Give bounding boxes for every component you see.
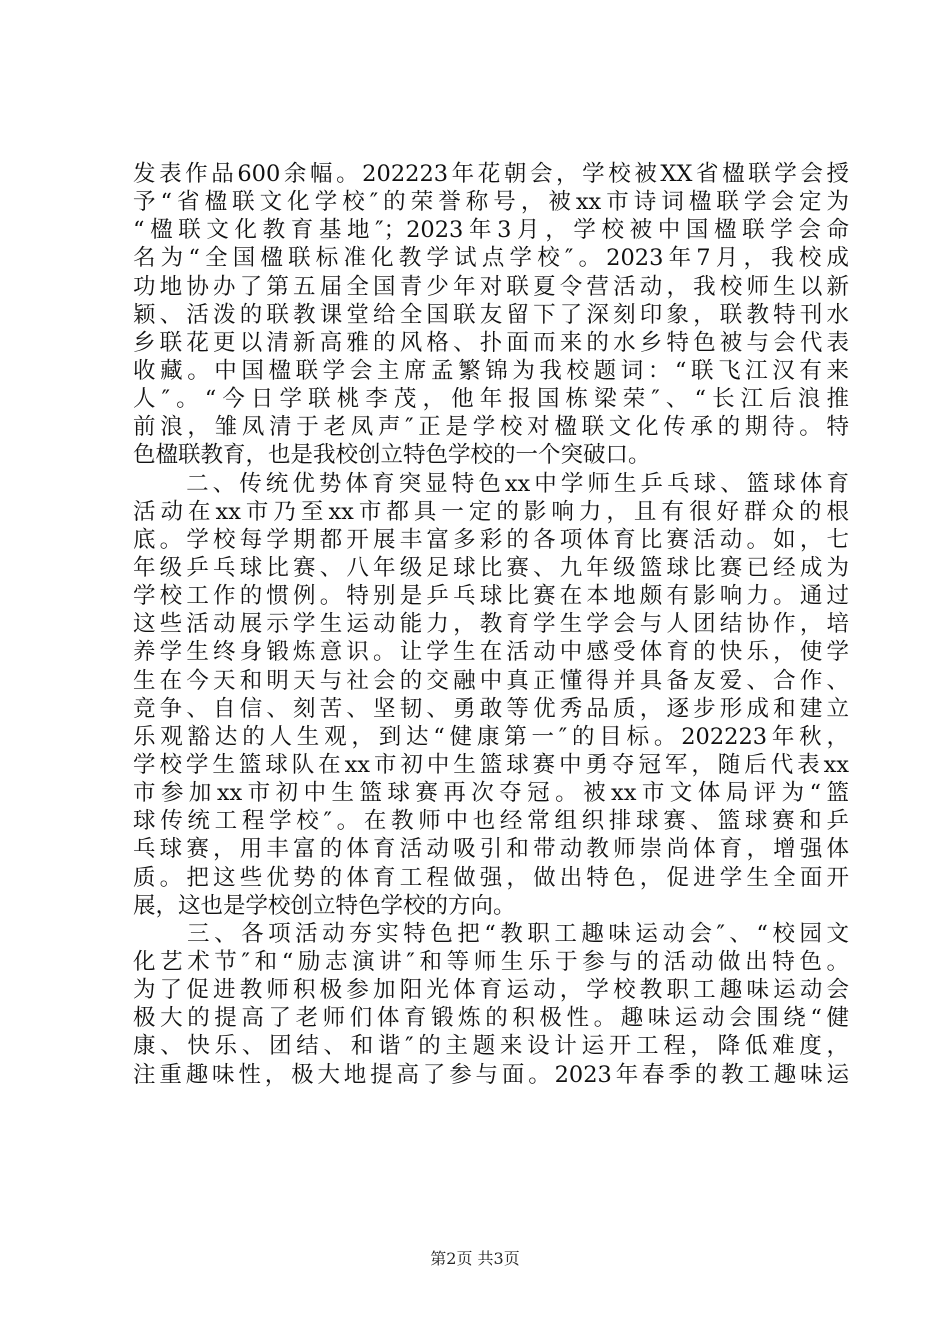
text-line: 颖、活泼的联教课堂给全国联友留下了深刻印象，联教特刊水 xyxy=(133,301,849,328)
text-line: 功地协办了第五届全国青少年对联夏令营活动，我校师生以新 xyxy=(133,273,849,300)
page-number-label: 第2页 共3页 xyxy=(430,1249,520,1268)
text-line: 收藏。中国楹联学会主席孟繁锦为我校题词：“联飞江汉有来 xyxy=(133,357,849,384)
text-line: 乡联花更以清新高雅的风格、扑面而来的水乡特色被与会代表 xyxy=(133,329,849,356)
document-body xyxy=(133,160,849,1089)
text-line: 极大的提高了老师们体育锻炼的积极性。趣味运动会围绕“健 xyxy=(133,1005,849,1032)
text-line: 名为“全国楹联标准化教学试点学校″。2023年7月，我校成 xyxy=(133,245,849,272)
text-line: 前浪，雏凤清于老凤声″正是学校对楹联文化传承的期待。特 xyxy=(133,414,849,441)
paragraph-end-line: 色楹联教育，也是我校创立特色学校的一个突破口。 xyxy=(133,442,651,469)
section-heading-line: 二、传统优势体育突显特色xx中学师生乒乓球、篮球体育 xyxy=(133,470,849,497)
section-heading-line: 三、各项活动夯实特色把“教职工趣味运动会″、“校园文 xyxy=(133,920,849,947)
text-line: 人″。“今日学联桃李茂，他年报国栋梁荣″、“长江后浪推 xyxy=(133,386,849,413)
text-line: 康、快乐、团结、和谐″的主题来设计运开工程，降低难度， xyxy=(133,1033,849,1060)
text-line: 底。学校每学期都开展丰富多彩的各项体育比赛活动。如，七 xyxy=(133,526,849,553)
text-line: 养学生终身锻炼意识。让学生在活动中感受体育的快乐，使学 xyxy=(133,639,849,666)
text-line: 这些活动展示学生运动能力，教育学生学会与人团结协作，培 xyxy=(133,611,849,638)
text-line: 乓球赛，用丰富的体育活动吸引和带动教师崇尚体育，增强体 xyxy=(133,836,849,863)
text-line: 发表作品600余幅。202223年花朝会，学校被XX省楹联学会授 xyxy=(133,161,849,187)
text-line: 生在今天和明天与社会的交融中真正懂得并具备友爱、合作、 xyxy=(133,667,849,694)
text-line: 学校工作的惯例。特别是乒乓球比赛在本地颇有影响力。通过 xyxy=(133,583,849,610)
text-line: 球传统工程学校″。在教师中也经常组织排球赛、篮球赛和乒 xyxy=(133,808,849,835)
text-line: 市参加xx市初中生篮球赛再次夺冠。被xx市文体局评为“篮 xyxy=(133,780,849,807)
page-footer xyxy=(0,1246,950,1269)
text-line: 乐观豁达的人生观，到达“健康第一″的目标。202223年秋， xyxy=(133,723,849,750)
text-line: 竞争、自信、刻苦、坚韧、勇敢等优秀品质，逐步形成和建立 xyxy=(133,695,849,722)
text-line: 质。把这些优势的体育工程做强，做出特色，促进学生全面开 xyxy=(133,864,849,891)
text-line: 为了促进教师积极参加阳光体育运动，学校教职工趣味运动会 xyxy=(133,977,849,1004)
text-line: “楹联文化教育基地″；2023年3月，学校被中国楹联学会命 xyxy=(133,217,849,244)
text-line: 活动在xx市乃至xx市都具一定的影响力，且有很好群众的根 xyxy=(133,498,849,525)
text-line: 学校学生篮球队在xx市初中生篮球赛中勇夺冠军，随后代表xx xyxy=(133,751,849,778)
paragraph-end-line: 展，这也是学校创立特色学校的方向。 xyxy=(133,892,516,919)
text-line: 化艺术节″和“励志演讲″和等师生乐于参与的活动做出特色。 xyxy=(133,948,849,975)
text-line: 注重趣味性，极大地提高了参与面。2023年春季的教工趣味运 xyxy=(133,1061,849,1088)
text-line: 予“省楹联文化学校″的荣誉称号，被xx市诗词楹联学会定为 xyxy=(133,189,849,216)
text-line: 年级乒乓球比赛、八年级足球比赛、九年级篮球比赛已经成为 xyxy=(133,554,849,581)
